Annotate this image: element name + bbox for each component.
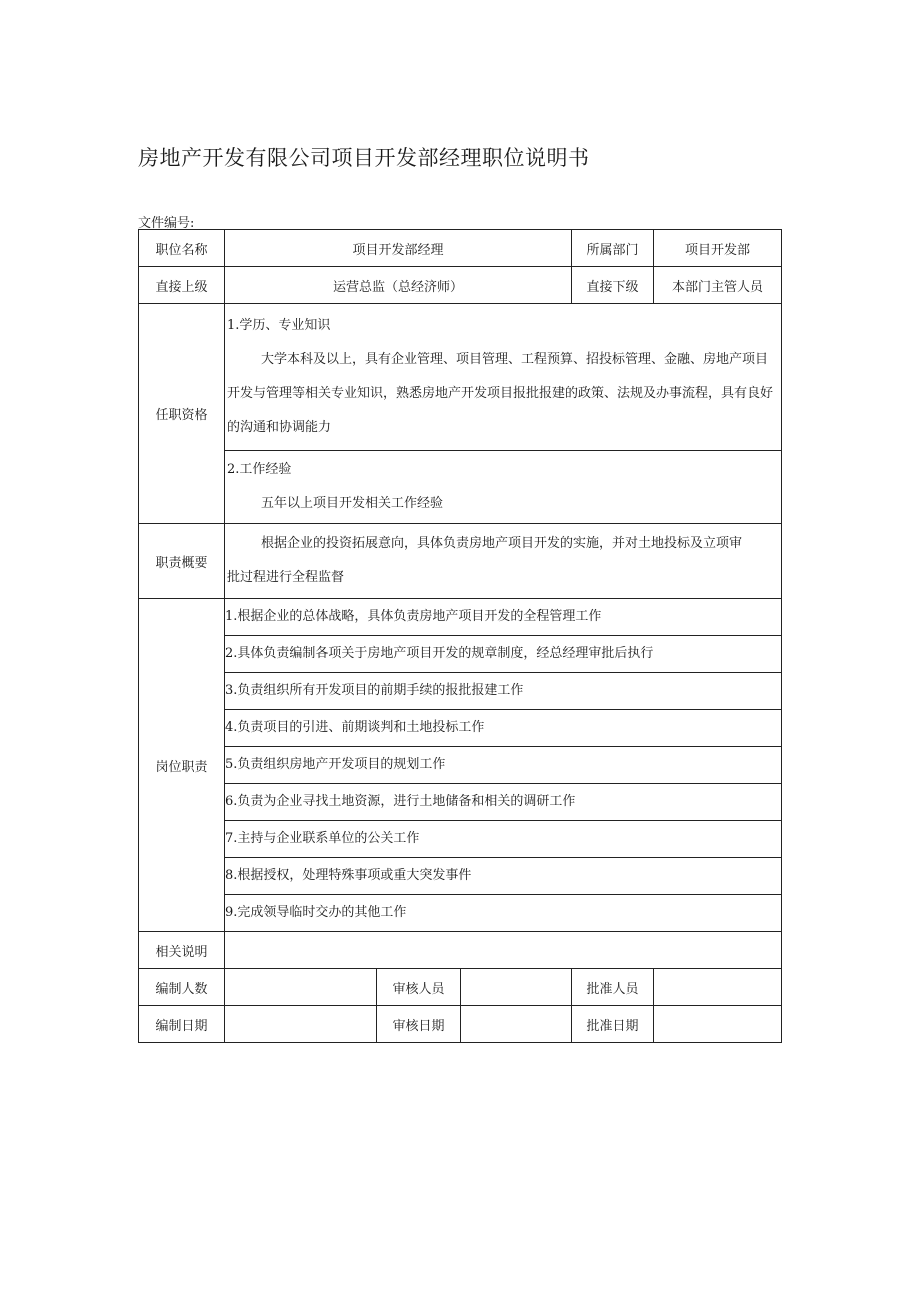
qualification-experience-row [139,451,782,524]
qualifications-label: 任职资格 [139,304,225,524]
prepared-date-label: 编制日期 [139,1006,225,1043]
duty-item: 1.根据企业的总体战略，具体负责房地产项目开发的全程管理工作 [225,599,782,636]
reporting-row [139,267,782,304]
review-date-label: 审核日期 [377,1006,461,1043]
summary-cell [225,524,782,599]
experience-cell [225,451,782,524]
duty-item: 6.负责为企业寻找土地资源，进行土地储备和相关的调研工作 [225,784,782,821]
duty-row [139,673,782,710]
position-name-value: 项目开发部经理 [225,230,572,267]
reviewer-label: 审核人员 [377,969,461,1006]
document-title: 房地产开发有限公司项目开发部经理职位说明书 [138,146,590,170]
duty-row [139,747,782,784]
prepared-count-label: 编制人数 [139,969,225,1006]
approve-date-label: 批准日期 [572,1006,654,1043]
duty-item: 9.完成领导临时交办的其他工作 [225,895,782,932]
duty-row [139,895,782,932]
duty-item: 5.负责组织房地产开发项目的规划工作 [225,747,782,784]
signoff-date-row [139,1006,782,1043]
approver-label: 批准人员 [572,969,654,1006]
department-value: 项目开发部 [654,230,782,267]
superior-value: 运营总监（总经济师） [225,267,572,304]
prepared-date-value [225,1006,377,1043]
qualification-education-row [139,304,782,451]
reviewer-value [461,969,572,1006]
position-row [139,230,782,267]
summary-text: 根据企业的投资拓展意向，具体负责房地产项目开发的实施，并对土地投标及立项审批过程进行全程监督 [227,536,743,585]
summary-label: 职责概要 [139,524,225,599]
education-text: 大学本科及以上，具有企业管理、项目管理、工程预算、招投标管理、金融、房地产项目开发与管理等相关专业知识，熟悉房地产开发项目报批报建的政策、法规及办事流程，具有良好的沟通和协调能力 [227,352,774,435]
education-cell [225,304,782,451]
duty-row [139,858,782,895]
experience-text: 五年以上项目开发相关工作经验 [261,496,444,511]
doc-number-label: 文件编号: [138,216,195,231]
notes-value [225,932,782,969]
subordinate-label: 直接下级 [572,267,654,304]
duties-label: 岗位职责 [139,599,225,932]
job-spec-table [138,229,782,1043]
duty-item: 7.主持与企业联系单位的公关工作 [225,821,782,858]
duty-row [139,636,782,673]
summary-row [139,524,782,599]
review-date-value [461,1006,572,1043]
approver-value [654,969,782,1006]
duty-item: 2.具体负责编制各项关于房地产项目开发的规章制度，经总经理审批后执行 [225,636,782,673]
duty-item: 4.负责项目的引进、前期谈判和土地投标工作 [225,710,782,747]
notes-row [139,932,782,969]
department-label: 所属部门 [572,230,654,267]
duty-row [139,821,782,858]
duty-row [139,599,782,636]
signoff-people-row [139,969,782,1006]
prepared-count-value [225,969,377,1006]
position-name-label: 职位名称 [139,230,225,267]
duty-row [139,710,782,747]
notes-label: 相关说明 [139,932,225,969]
education-heading: 1.学历、专业知识 [227,318,331,333]
experience-heading: 2.工作经验 [227,462,292,477]
duty-item: 8.根据授权，处理特殊事项或重大突发事件 [225,858,782,895]
superior-label: 直接上级 [139,267,225,304]
subordinate-value: 本部门主管人员 [654,267,782,304]
duty-item: 3.负责组织所有开发项目的前期手续的报批报建工作 [225,673,782,710]
duty-row [139,784,782,821]
approve-date-value [654,1006,782,1043]
